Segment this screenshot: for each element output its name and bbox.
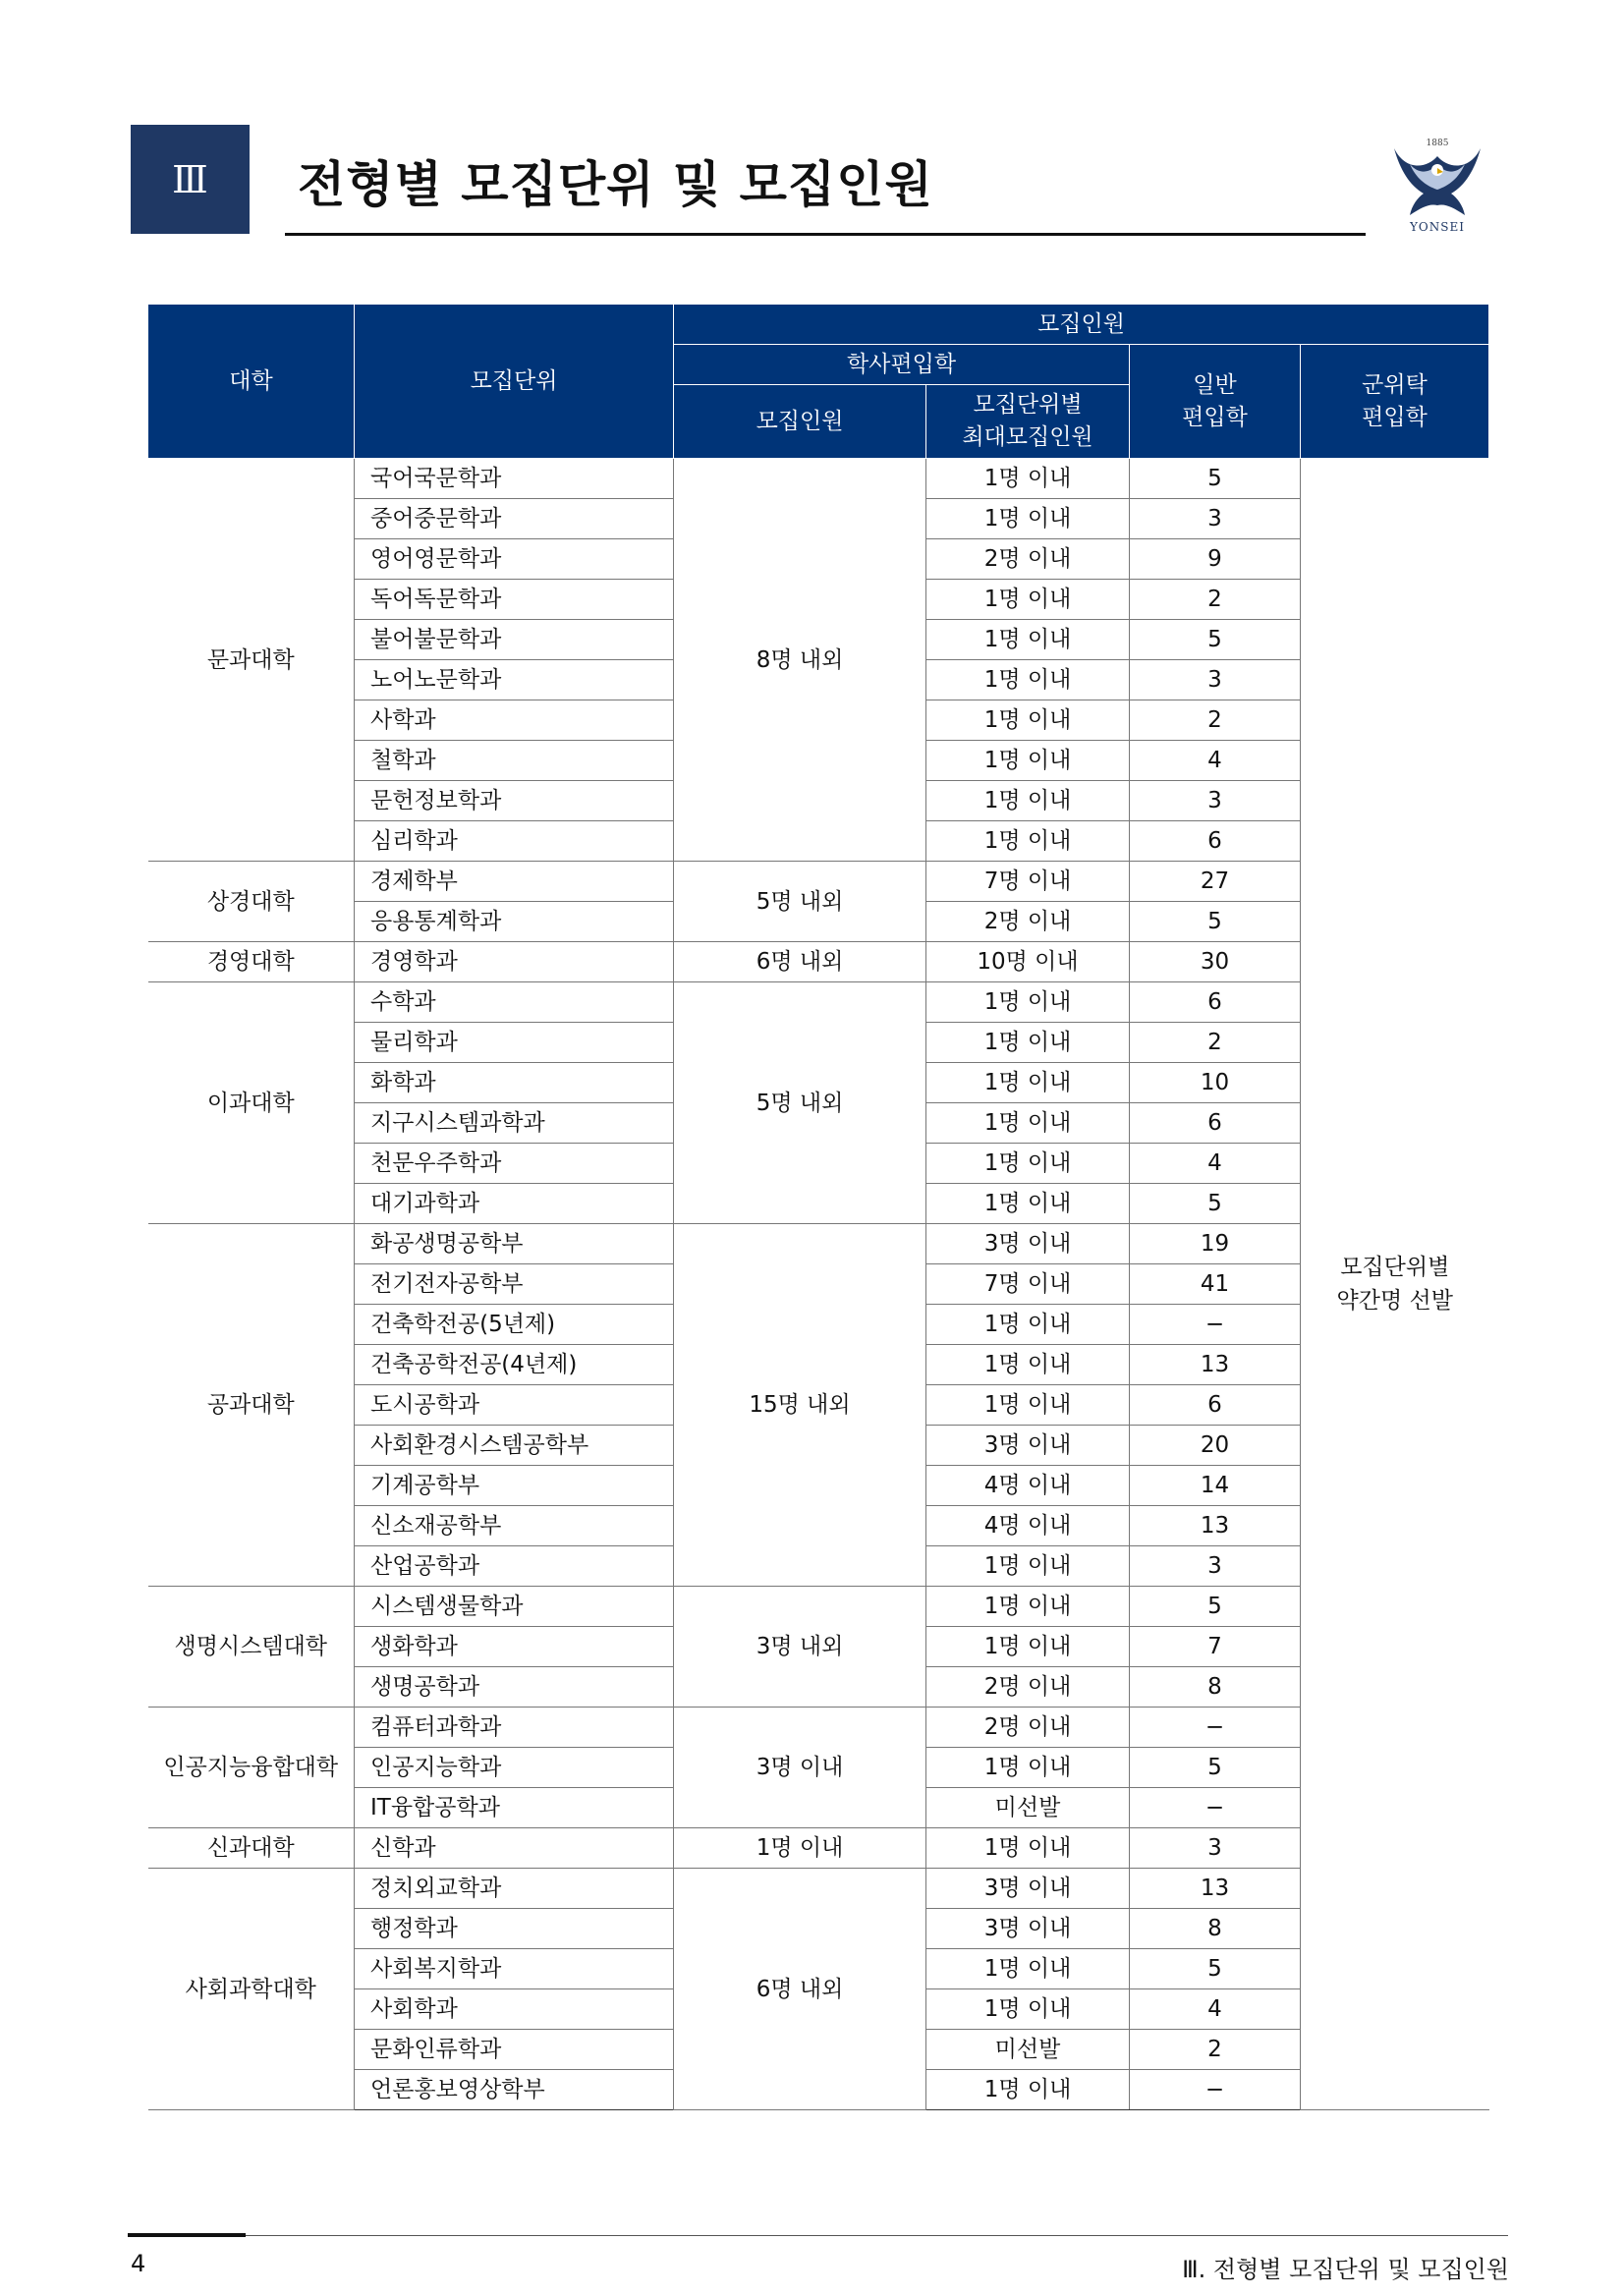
department-cell: 사회환경시스템공학부 — [355, 1426, 674, 1466]
department-cell: 불어불문학과 — [355, 620, 674, 660]
table-header — [148, 305, 1489, 459]
department-cell: 지구시스템과학과 — [355, 1103, 674, 1144]
table-row — [148, 1869, 1489, 1909]
department-cell: 정치외교학과 — [355, 1869, 674, 1909]
bachelor-max-cell: 1명 이내 — [926, 982, 1130, 1023]
section-number: Ⅲ — [172, 157, 208, 201]
bachelor-max-cell: 1명 이내 — [926, 1587, 1130, 1627]
bachelor-quota-cell: 5명 내외 — [674, 982, 926, 1224]
general-transfer-cell: 8 — [1130, 1667, 1301, 1708]
table-row — [148, 459, 1489, 499]
table-row — [148, 1708, 1489, 1748]
header-bachelor-quota: 모집인원 — [674, 385, 926, 459]
college-cell: 생명시스템대학 — [148, 1587, 355, 1708]
bachelor-max-cell: 10명 이내 — [926, 942, 1130, 982]
bachelor-quota-cell: 15명 내외 — [674, 1224, 926, 1587]
table-row — [148, 1587, 1489, 1627]
general-transfer-cell: 4 — [1130, 741, 1301, 781]
department-cell: 철학과 — [355, 741, 674, 781]
bachelor-max-cell: 7명 이내 — [926, 1264, 1130, 1305]
department-cell: 독어독문학과 — [355, 580, 674, 620]
department-cell: 건축학전공(5년제) — [355, 1305, 674, 1345]
general-transfer-cell: 6 — [1130, 1385, 1301, 1426]
college-cell: 경영대학 — [148, 942, 355, 982]
college-cell: 사회과학대학 — [148, 1869, 355, 2110]
bachelor-quota-cell: 3명 이내 — [674, 1708, 926, 1828]
college-cell: 인공지능융합대학 — [148, 1708, 355, 1828]
department-cell: 국어국문학과 — [355, 459, 674, 499]
general-transfer-cell: 41 — [1130, 1264, 1301, 1305]
department-cell: 노어노문학과 — [355, 660, 674, 700]
general-transfer-cell: 13 — [1130, 1869, 1301, 1909]
bachelor-max-cell: 1명 이내 — [926, 1305, 1130, 1345]
bachelor-max-cell: 2명 이내 — [926, 1708, 1130, 1748]
college-cell: 공과대학 — [148, 1224, 355, 1587]
department-cell: 천문우주학과 — [355, 1144, 674, 1184]
bachelor-max-cell: 1명 이내 — [926, 580, 1130, 620]
table-row — [148, 862, 1489, 902]
bachelor-max-cell: 1명 이내 — [926, 2070, 1130, 2110]
bachelor-max-cell: 1명 이내 — [926, 821, 1130, 862]
logo-year: 1885 — [1426, 139, 1449, 148]
header-quota: 모집인원 — [674, 305, 1489, 345]
bachelor-quota-cell: 3명 내외 — [674, 1587, 926, 1708]
department-cell: 건축공학전공(4년제) — [355, 1345, 674, 1385]
department-cell: 언론홍보영상학부 — [355, 2070, 674, 2110]
yonsei-eagle-logo — [1388, 125, 1486, 235]
table-body — [148, 459, 1489, 2110]
bachelor-max-cell: 1명 이내 — [926, 1144, 1130, 1184]
general-transfer-cell: − — [1130, 1788, 1301, 1828]
general-transfer-cell: 20 — [1130, 1426, 1301, 1466]
bachelor-max-cell: 1명 이내 — [926, 1828, 1130, 1869]
bachelor-max-cell: 1명 이내 — [926, 660, 1130, 700]
bachelor-max-cell: 1명 이내 — [926, 1345, 1130, 1385]
department-cell: 컴퓨터과학과 — [355, 1708, 674, 1748]
general-transfer-cell: 27 — [1130, 862, 1301, 902]
bachelor-max-cell: 1명 이내 — [926, 1627, 1130, 1667]
header-military-transfer: 군위탁 편입학 — [1301, 345, 1489, 459]
bachelor-max-cell: 1명 이내 — [926, 499, 1130, 539]
general-transfer-cell: 13 — [1130, 1345, 1301, 1385]
general-transfer-cell: 5 — [1130, 1184, 1301, 1224]
general-transfer-cell: − — [1130, 2070, 1301, 2110]
department-cell: 화공생명공학부 — [355, 1224, 674, 1264]
general-transfer-cell: − — [1130, 1708, 1301, 1748]
military-note-cell: 모집단위별 약간명 선발 — [1301, 459, 1489, 2110]
bachelor-max-cell: 1명 이내 — [926, 620, 1130, 660]
bachelor-max-cell: 2명 이내 — [926, 539, 1130, 580]
general-transfer-cell: 6 — [1130, 821, 1301, 862]
header-bachelor-max: 모집단위별 최대모집인원 — [926, 385, 1130, 459]
recruitment-table — [147, 304, 1489, 2110]
bachelor-max-cell: 1명 이내 — [926, 1184, 1130, 1224]
bachelor-quota-cell: 1명 이내 — [674, 1828, 926, 1869]
bachelor-max-cell: 3명 이내 — [926, 1224, 1130, 1264]
department-cell: 사회학과 — [355, 1989, 674, 2030]
table-row — [148, 1828, 1489, 1869]
department-cell: 인공지능학과 — [355, 1748, 674, 1788]
table-row — [148, 1224, 1489, 1264]
bachelor-max-cell: 1명 이내 — [926, 1385, 1130, 1426]
page-title: 전형별 모집단위 및 모집인원 — [298, 156, 933, 213]
department-cell: 도시공학과 — [355, 1385, 674, 1426]
table-row — [148, 942, 1489, 982]
header-bachelor-transfer: 학사편입학 — [674, 345, 1130, 385]
department-cell: 시스템생물학과 — [355, 1587, 674, 1627]
bachelor-quota-cell: 5명 내외 — [674, 862, 926, 942]
bachelor-max-cell: 1명 이내 — [926, 1023, 1130, 1063]
general-transfer-cell: 3 — [1130, 1828, 1301, 1869]
general-transfer-cell: 6 — [1130, 1103, 1301, 1144]
header-college: 대학 — [148, 305, 355, 459]
general-transfer-cell: 2 — [1130, 580, 1301, 620]
general-transfer-cell: 4 — [1130, 1989, 1301, 2030]
footer-rule — [128, 2235, 1508, 2236]
bachelor-max-cell: 2명 이내 — [926, 1667, 1130, 1708]
bachelor-max-cell: 1명 이내 — [926, 781, 1130, 821]
department-cell: 대기과학과 — [355, 1184, 674, 1224]
general-transfer-cell: 3 — [1130, 660, 1301, 700]
college-cell: 상경대학 — [148, 862, 355, 942]
department-cell: 경영학과 — [355, 942, 674, 982]
department-cell: 기계공학부 — [355, 1466, 674, 1506]
general-transfer-cell: 10 — [1130, 1063, 1301, 1103]
general-transfer-cell: 2 — [1130, 700, 1301, 741]
bachelor-max-cell: 1명 이내 — [926, 1063, 1130, 1103]
general-transfer-cell: 5 — [1130, 620, 1301, 660]
bachelor-quota-cell: 8명 내외 — [674, 459, 926, 862]
general-transfer-cell: 14 — [1130, 1466, 1301, 1506]
general-transfer-cell: 30 — [1130, 942, 1301, 982]
general-transfer-cell: 19 — [1130, 1224, 1301, 1264]
department-cell: IT융합공학과 — [355, 1788, 674, 1828]
department-cell: 사학과 — [355, 700, 674, 741]
college-cell: 이과대학 — [148, 982, 355, 1224]
general-transfer-cell: 5 — [1130, 1949, 1301, 1989]
department-cell: 산업공학과 — [355, 1546, 674, 1587]
college-cell: 신과대학 — [148, 1828, 355, 1869]
general-transfer-cell: 3 — [1130, 499, 1301, 539]
general-transfer-cell: 2 — [1130, 1023, 1301, 1063]
bachelor-max-cell: 2명 이내 — [926, 902, 1130, 942]
bachelor-max-cell: 4명 이내 — [926, 1506, 1130, 1546]
department-cell: 경제학부 — [355, 862, 674, 902]
general-transfer-cell: 8 — [1130, 1909, 1301, 1949]
general-transfer-cell: − — [1130, 1305, 1301, 1345]
department-cell: 사회복지학과 — [355, 1949, 674, 1989]
bachelor-max-cell: 미선발 — [926, 2030, 1130, 2070]
general-transfer-cell: 3 — [1130, 781, 1301, 821]
department-cell: 응용통계학과 — [355, 902, 674, 942]
general-transfer-cell: 5 — [1130, 459, 1301, 499]
title-underline — [285, 233, 1366, 236]
department-cell: 신학과 — [355, 1828, 674, 1869]
general-transfer-cell: 5 — [1130, 1748, 1301, 1788]
footer-title: Ⅲ. 전형별 모집단위 및 모집인원 — [1182, 2256, 1509, 2283]
bachelor-max-cell: 3명 이내 — [926, 1869, 1130, 1909]
page-number: 4 — [131, 2250, 146, 2277]
logo-name: YONSEI — [1410, 220, 1465, 234]
bachelor-max-cell: 4명 이내 — [926, 1466, 1130, 1506]
department-cell: 심리학과 — [355, 821, 674, 862]
college-cell: 문과대학 — [148, 459, 355, 862]
department-cell: 생명공학과 — [355, 1667, 674, 1708]
general-transfer-cell: 13 — [1130, 1506, 1301, 1546]
department-cell: 생화학과 — [355, 1627, 674, 1667]
department-cell: 중어중문학과 — [355, 499, 674, 539]
table-row — [148, 982, 1489, 1023]
department-cell: 행정학과 — [355, 1909, 674, 1949]
general-transfer-cell: 9 — [1130, 539, 1301, 580]
footer-accent — [128, 2233, 246, 2237]
general-transfer-cell: 5 — [1130, 1587, 1301, 1627]
bachelor-max-cell: 3명 이내 — [926, 1426, 1130, 1466]
department-cell: 문화인류학과 — [355, 2030, 674, 2070]
bachelor-max-cell: 1명 이내 — [926, 741, 1130, 781]
department-cell: 영어영문학과 — [355, 539, 674, 580]
bachelor-max-cell: 1명 이내 — [926, 1949, 1130, 1989]
general-transfer-cell: 3 — [1130, 1546, 1301, 1587]
bachelor-quota-cell: 6명 내외 — [674, 1869, 926, 2110]
header-unit: 모집단위 — [355, 305, 674, 459]
bachelor-max-cell: 1명 이내 — [926, 1546, 1130, 1587]
general-transfer-cell: 7 — [1130, 1627, 1301, 1667]
department-cell: 물리학과 — [355, 1023, 674, 1063]
department-cell: 신소재공학부 — [355, 1506, 674, 1546]
bachelor-max-cell: 1명 이내 — [926, 1103, 1130, 1144]
bachelor-max-cell: 1명 이내 — [926, 1748, 1130, 1788]
bachelor-max-cell: 1명 이내 — [926, 1989, 1130, 2030]
section-badge — [131, 125, 250, 234]
general-transfer-cell: 5 — [1130, 902, 1301, 942]
bachelor-quota-cell: 6명 내외 — [674, 942, 926, 982]
bachelor-max-cell: 7명 이내 — [926, 862, 1130, 902]
department-cell: 수학과 — [355, 982, 674, 1023]
bachelor-max-cell: 미선발 — [926, 1788, 1130, 1828]
bachelor-max-cell: 1명 이내 — [926, 459, 1130, 499]
header-general-transfer: 일반 편입학 — [1130, 345, 1301, 459]
department-cell: 문헌정보학과 — [355, 781, 674, 821]
general-transfer-cell: 4 — [1130, 1144, 1301, 1184]
general-transfer-cell: 2 — [1130, 2030, 1301, 2070]
general-transfer-cell: 6 — [1130, 982, 1301, 1023]
bachelor-max-cell: 1명 이내 — [926, 700, 1130, 741]
department-cell: 전기전자공학부 — [355, 1264, 674, 1305]
department-cell: 화학과 — [355, 1063, 674, 1103]
bachelor-max-cell: 3명 이내 — [926, 1909, 1130, 1949]
